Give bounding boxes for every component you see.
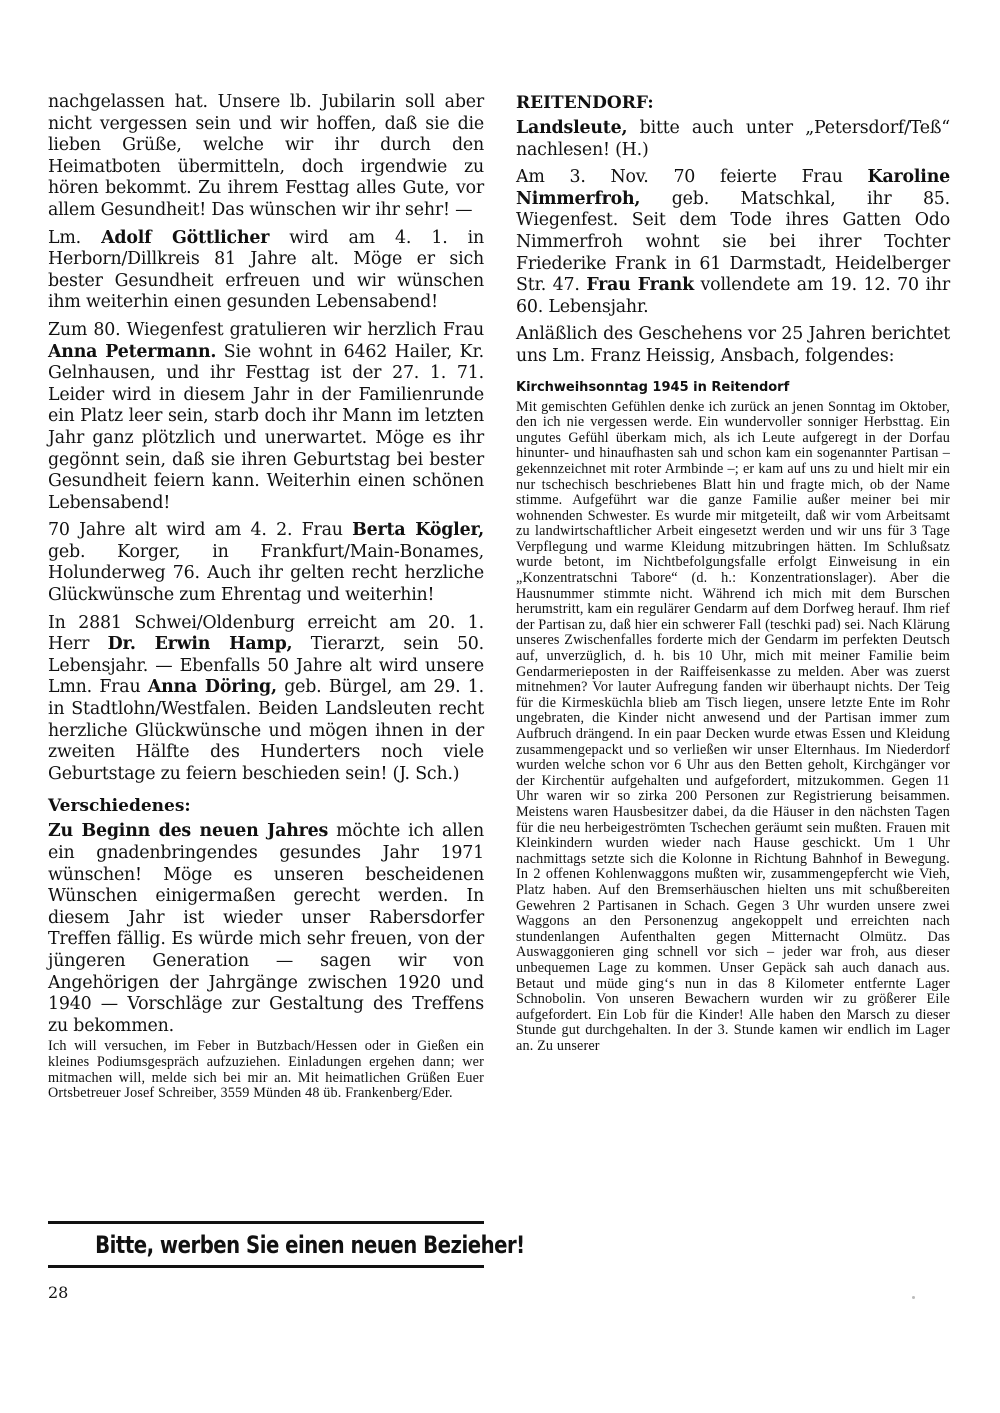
bold-name: Zu Beginn des neuen Jahres	[48, 821, 329, 842]
right-column	[516, 92, 950, 1054]
bold-name: Landsleute,	[516, 118, 628, 138]
bold-name: Dr. Erwin Hamp,	[107, 634, 293, 655]
promo-banner-text: Bitte, werben Sie einen neuen Bezieher!	[95, 1231, 525, 1259]
article-body: Mit gemischten Gefühlen denke ich zurück an jenen Sonntag im Oktober, den ich nie vergessen werde. Ein wundervoller sonniger Herbsttag. Ein ungutes Gefühl überkam mich, als ich Leute aufgeregt in der Dorfau hinunter- und hinaufhasten sah und schon kam ein sogenannter Partisan – gekennzeichnet mit roter Armbinde –; er kam auf uns zu und hielt mir ein nur tschechisch beschriebenes Blatt hin und fragte mich, ob der Name stimme. Aufgeführt war die ganze Familie außer meiner bei mir wohnenden Schwester. Es wurde mir mitgeteilt, daß wir vom Arbeitsamt zu landwirtschaftlicher Arbeit eingesetzt werden und wir uns für 3 Tage Verpflegung und warme Kleidung mitzubringen hätten. Im Schlußsatz wurde betont, im Nichtbefolgungsfalle erfolgt Einweisung in ein „Konzentratschni Tabore“ (d. h.: Konzentrationslager). Aber die Hausnummer stimmte nicht. Während ich mich mit dem Burschen herumstritt, kam ein regulärer Gendarm auf dem Dorfweg herauf. Ihm rief der Partisan zu, daß hier ein schwerer Fall (teschki pad) sei. Nach Klärung unseres Zwischenfalles forderte mich der Gendarm im perfekten Deutsch auf, unverzüglich, d. h. bis 10 Uhr, mich mit meiner Familie beim Gendarmerieposten in der Raiffeisenkasse zu melden. Aber was zuerst mitnehmen? Vor lauter Aufregung fanden wir überhaupt nichts. Der Teig für die Kirmesküchla blieb am Tisch liegen, unsere letzte Ente im Rohr ungebraten, die Kinder nicht anwesend und der Partisan immer zum Aufbruch drängend. In ein paar Decken wurde etwas Essen und Kleidung zusammengepackt und so verließen wir unser Elternhaus. Im Niederdorf wurden welche schon vor 6 Uhr aus den Betten geholt, Kirchgänger vor der Kirchentür aufgehalten und aufgefordert, mitzukommen. Gegen 11 Uhr waren wir so zirka 200 Personen zur Registrierung beisammen. Meistens waren Hausbesitzer dabei, da die Häuser in den nächsten Tagen für die neu herbeigeströmten Tschechen geräumt sein mußten. Frauen mit Kleinkindern wurden wieder nach Hause geschickt. Um 1 Uhr nachmittags setzte sich die Kolonne in Richtung Bahnhof in Bewegung. In 2 offenen Kohlenwaggons mußten wir, zusammengepfercht wie Vieh, Platz haben. Auf den Bremserhäuschen hielten uns mit schußbereiten Gewehren 2 Partisanen in Schach. Gegen 3 Uhr wurden unsere zwei Waggons an den Personenzug angekoppelt und erreichten nach stundenlangen Aufenthalten gegen Mitternacht Olmütz. Das Auswaggonieren ging schnell vor sich – jeder war froh, aus dieser unbequemen Lage zu kommen. Unser Gepäck sah auch danach aus. Betaut und müde ging‘s nun in das 8 Kilometer entfernte Lager Schnobolin. Von unseren Bewachern wurden wir zu größerer Eile aufgefordert. Ein Lob für die Kinder! Alle haben den Marsch zu dieser Stunde gut durchgehalten. In der 3. Stunde kamen wir endlich im Lager an. Zu unserer	[516, 398, 950, 1054]
paragraph-koegler: 70 Jahre alt wird am 4. 2. Frau Berta Kögler, geb. Korger, in Frankfurt/Main-Bonames, Holunderweg 76. Auch ihr gelten recht herzliche Glückwünsche zum Ehrentag und weiterhin!	[48, 520, 484, 606]
bold-name: Anna Döring,	[147, 677, 277, 698]
section-heading-reitendorf: REITENDORF:	[516, 93, 654, 113]
paragraph-nimmerfroh: Am 3. Nov. 70 feierte Frau Karoline Nimmerfroh, geb. Matschkal, ihr 85. Wiegenfest. Seit dem Tode ihres Gatten Odo Nimmerfroh wohnt sie bei ihrer Tochter Friederike Frank in 61 Darmstadt, Heidelberger Str. 47. Frau Frank vollendete am 19. 12. 70 ihr 60. Lebensjahr.	[516, 167, 950, 317]
promo-banner	[48, 1221, 525, 1268]
bold-name: Frau Frank	[586, 275, 694, 296]
paragraph-new-year: Zu Beginn des neuen Jahres möchte ich allen ein gnadenbringendes gesundes Jahr 1971 wünschen! Möge es unseren bescheidenen Wünschen einigermaßen gerecht werden. In diesem Jahr ist wieder unser Rabersdorfer Treffen fällig. Es würde mich sehr freuen, von der jüngeren Generation — sagen wir von Angehörigen der Jahrgänge zwischen 1920 und 1940 — Vorschläge zur Gestaltung des Treffens zu bekommen.	[48, 821, 484, 1036]
article-title: Kirchweihsonntag 1945 in Reitendorf	[516, 379, 790, 395]
bold-name: Karoline Nimmerfroh,	[516, 167, 950, 209]
paragraph-heissig-intro: Anläßlich des Geschehens vor 25 Jahren berichtet uns Lm. Franz Heissig, Ansbach, folgendes:	[516, 324, 950, 366]
paragraph-podium: Ich will versuchen, im Feber in Butzbach/Hessen oder in Gießen ein kleines Podiumsgespräch aufzuziehen. Einladungen ergehen dann; wer mitmachen will, melde sich bei mir an. Mit heimatlichen Grüßen Euer Ortsbetreuer Josef Schreiber, 3559 Münden 48 üb. Frankenberg/Eder.	[48, 1038, 484, 1102]
left-column	[48, 92, 484, 1102]
paragraph-petermann: Zum 80. Wiegenfest gratulieren wir herzlich Frau Anna Petermann. Sie wohnt in 6462 Hailer, Kr. Gelnhausen, und ihr Festtag ist der 27. 1. 71. Leider wird in diesem Jahr in der Familienrunde ein Platz leer sein, starb doch ihr Mann im letzten Jahr ganz plötzlich und unerwartet. Möge es ihr gegönnt sein, daß sie ihren Geburtstag bei bester Gesundheit feiern kann. Weiterhin einen schönen Lebensabend!	[48, 319, 484, 513]
page-number: 28	[48, 1283, 69, 1302]
print-speck	[912, 1296, 915, 1299]
section-heading-verschiedenes: Verschiedenes:	[48, 796, 191, 817]
paragraph-jubilarin: nachgelassen hat. Unsere lb. Jubilarin soll aber nicht vergessen sein und wir hoffen, daß sie die lieben Grüße, welche wir ihr durch den Heimatboten übermitteln, doch irgendwie zu hören bekommt. Zu ihrem Festtag alles Gute, vor allem Gesundheit! Das wünschen wir ihr sehr! —	[48, 92, 484, 220]
bold-name: Adolf Göttlicher	[101, 227, 270, 248]
paragraph-goettlicher: Lm. Adolf Göttlicher wird am 4. 1. in Herborn/Dillkreis 81 Jahre alt. Möge er sich bester Gesundheit erfreuen und wir wünschen ihm weiterhin einen gesunden Lebensabend!	[48, 227, 484, 313]
paragraph-landsleute: Landsleute, bitte auch unter „Petersdorf/Teß“ nachlesen! (H.)	[516, 118, 950, 160]
bold-name: Anna Petermann.	[48, 341, 217, 362]
paragraph-hamp-doering: In 2881 Schwei/Oldenburg erreicht am 20. 1. Herr Dr. Erwin Hamp, Tierarzt, sein 50. Lebensjahr. — Ebenfalls 50 Jahre alt wird unsere Lmn. Frau Anna Döring, geb. Bürgel, am 29. 1. in Stadtlohn/Westfalen. Beiden Landsleuten recht herzliche Glückwünsche und mögen ihnen in der zweiten Hälfte des Hunderters noch viele Geburtstage zu feiern beschieden sein! (J. Sch.)	[48, 612, 484, 784]
bold-name: Berta Kögler,	[352, 520, 484, 541]
